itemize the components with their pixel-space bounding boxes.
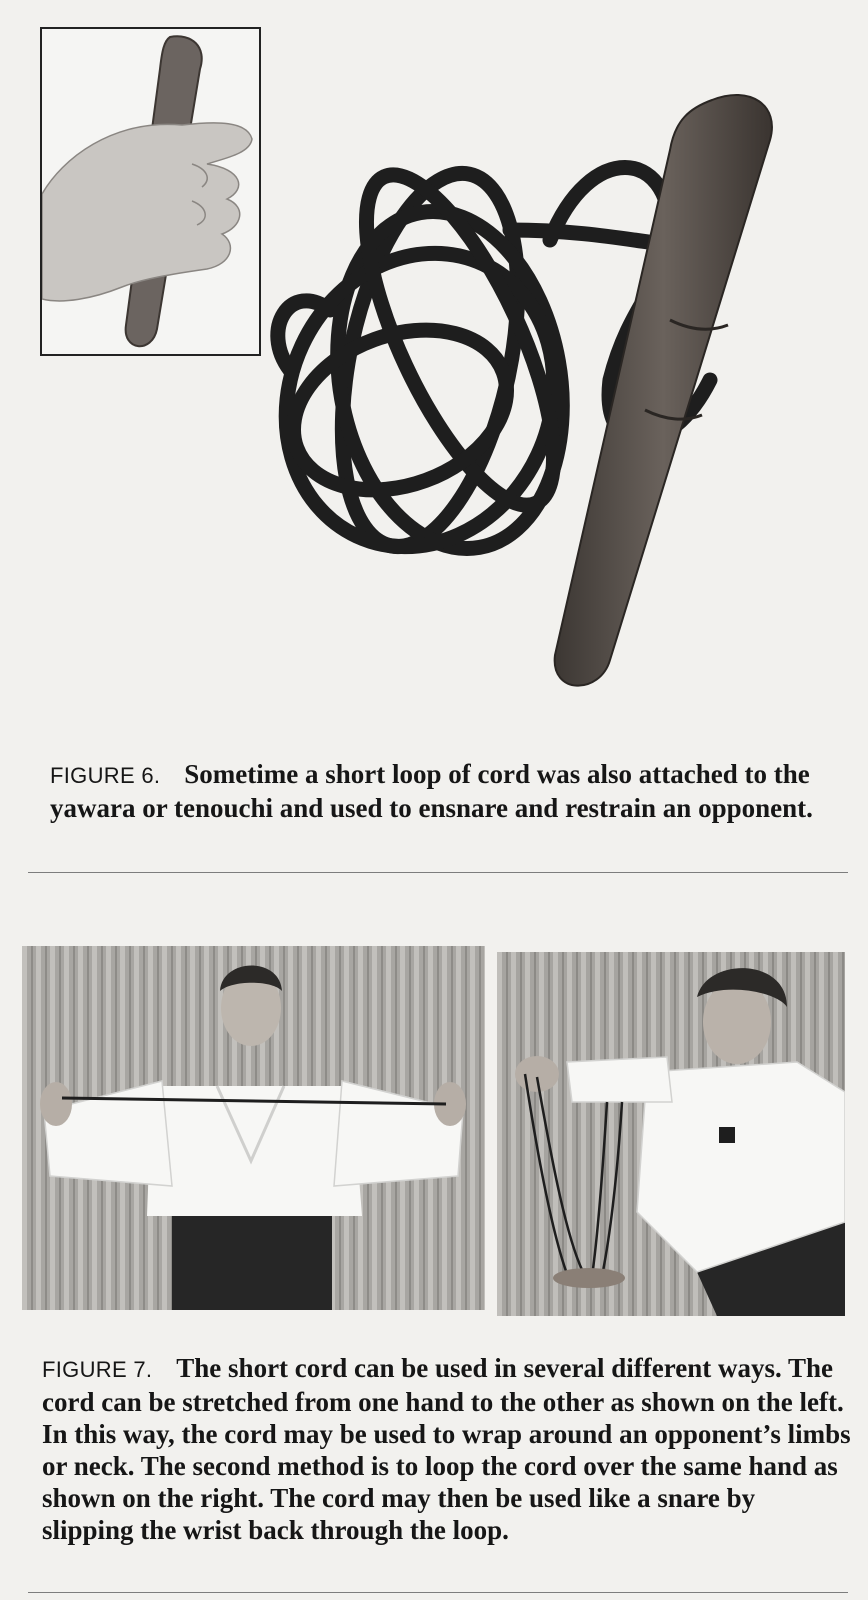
section-divider [28, 872, 848, 873]
hand-grip-illustration [42, 29, 259, 354]
looped-cord-illustration [497, 952, 845, 1316]
figure-7-looped-cord-photo [497, 952, 845, 1316]
cord-and-yawara-illustration [250, 80, 810, 720]
figure-6-cord-and-yawara-photo [250, 80, 810, 720]
figure-6-label: FIGURE 6. [50, 763, 161, 788]
figure-7-caption-text: The short cord can be used in several different ways. The cord can be stretched from one hand to the other as shown on the left. In this way, the cord may be used to wrap around an opponent’s limbs or neck. The second method is to loop the cord over the same hand as shown on the right. The cord may then be used like a snare by slipping the wrist back through the loop. [42, 1353, 851, 1545]
figure-6-caption-text: Sometime a short loop of cord was also attached to the yawara or tenouchi and used to ensnare and restrain an opponent. [50, 759, 813, 823]
figure-6-inset-grip-photo [40, 27, 261, 356]
figure-7-caption [42, 1352, 852, 1546]
figure-7-stretched-cord-photo [22, 946, 485, 1310]
bottom-divider [28, 1592, 848, 1593]
figure-6-caption [50, 758, 840, 824]
figure-7-label: FIGURE 7. [42, 1357, 153, 1382]
stretched-cord-illustration [22, 946, 485, 1310]
